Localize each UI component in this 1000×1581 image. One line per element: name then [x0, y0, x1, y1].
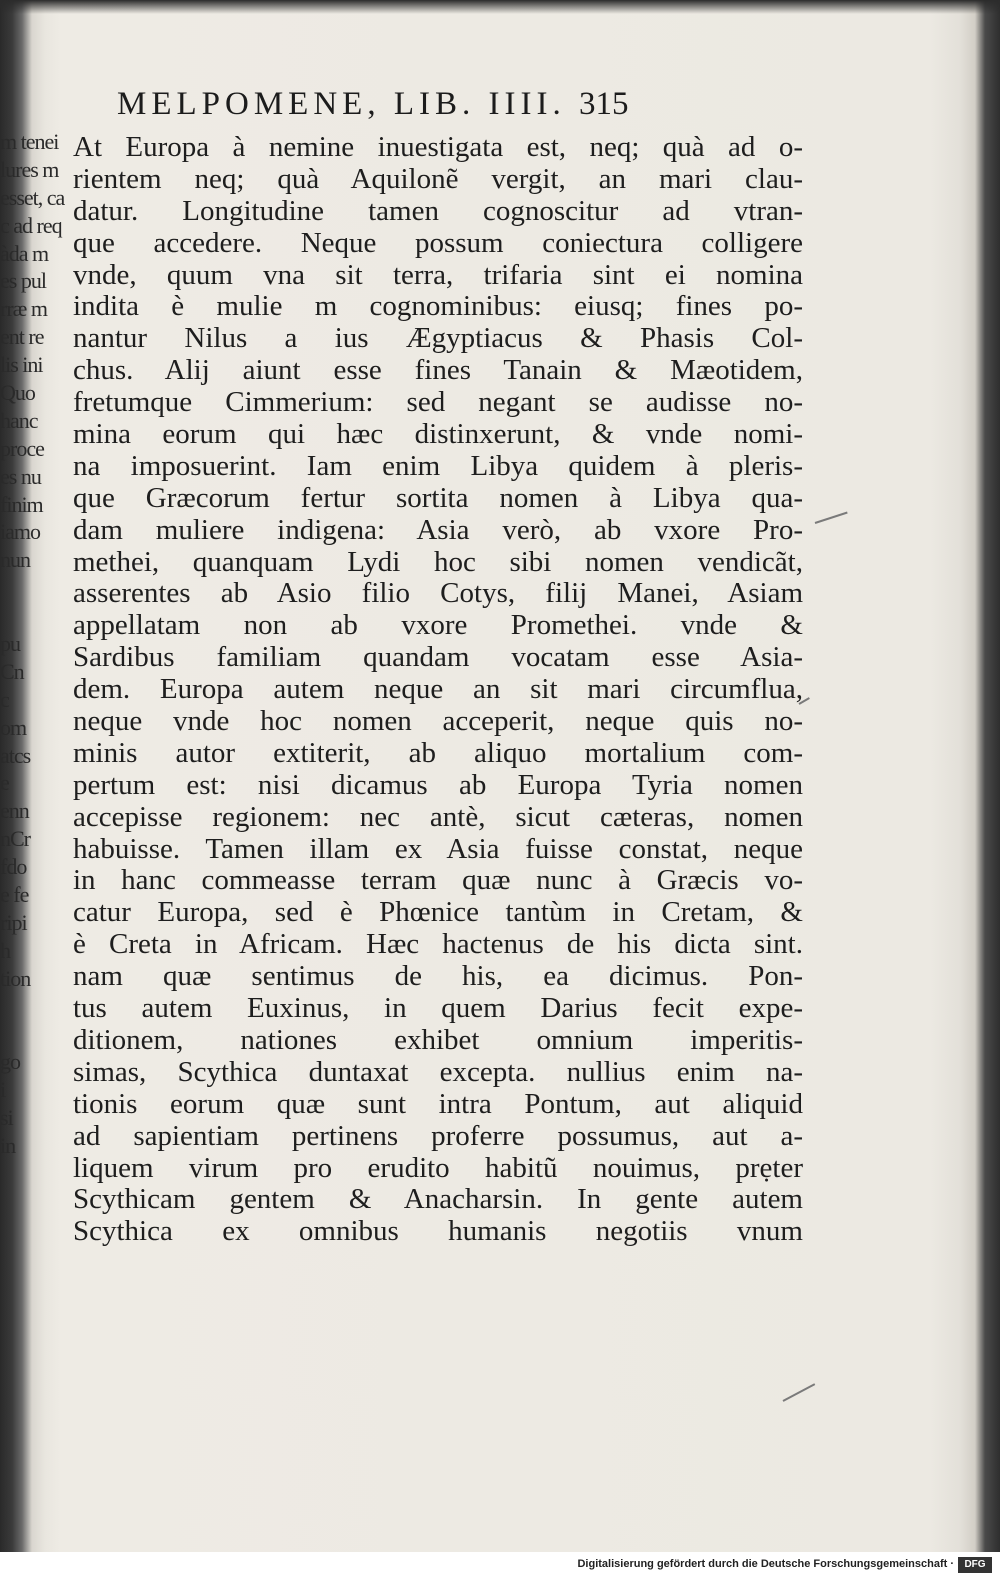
text-line: fretumque Cimmerium: sed negant se audisse no-: [73, 386, 803, 419]
previous-page-fragment: pu: [0, 631, 20, 657]
previous-page-fragment: om: [0, 714, 27, 740]
previous-page-fragment: hanc: [0, 407, 38, 433]
text-line: vnde, quum vna sit terra, trifaria sint ei nomina: [73, 258, 803, 291]
text-line: indita è mulie m cognominibus: eiusq; fines po-: [73, 290, 803, 323]
text-line: nantur Nilus a ius Ægyptiacus & Phasis Col-: [73, 322, 803, 355]
text-line: Scythica ex omnibus humanis negotiis vnum: [73, 1215, 803, 1248]
text-line: habuisse. Tamen illam ex Asia fuisse constat, neque: [73, 832, 803, 865]
text-line: pertum est: nisi dicamus ab Europa Tyria nomen: [73, 768, 803, 801]
running-title: MELPOMENE, LIB. IIII.: [117, 86, 566, 122]
text-line: accepisse regionem: nec antè, sicut cæteras, nomen: [73, 800, 803, 833]
previous-page-fragment: lures m: [0, 156, 59, 182]
previous-page-fragment: c: [0, 686, 9, 712]
previous-page-fragment: e fe: [0, 882, 29, 908]
text-line: que Græcorum fertur sortita nomen à Libya qua-: [73, 481, 803, 514]
previous-page-edge: [0, 128, 65, 1348]
previous-page-fragment: nCr: [0, 826, 30, 852]
text-line: ditionem, nationes exhibet omnium imperitis-: [73, 1023, 803, 1056]
previous-page-fragment: tion: [0, 965, 31, 991]
previous-page-fragment: ripi: [0, 909, 27, 935]
previous-page-fragment: [0, 1021, 42, 1049]
text-line: que accedere. Neque possum coniectura colligere: [73, 226, 803, 259]
text-line: rientem neq; quà Aquilonẽ vergit, an mari clau-: [73, 162, 803, 195]
text-line: nam quæ sentimus de his, ea dicimus. Pon-: [73, 960, 803, 993]
previous-page-fragment: rræ m: [0, 296, 47, 322]
pencil-mark: [815, 512, 848, 524]
previous-page-fragment: [0, 574, 42, 602]
text-line: datur. Longitudine tamen cognoscitur ad vtran-: [73, 194, 803, 227]
text-line: asserentes ab Asio filio Cotys, filij Manei, Asiam: [73, 577, 803, 610]
text-line: chus. Alij aiunt esse fines Tanain & Mæotidem,: [73, 354, 803, 387]
previous-page-fragment: lis ini: [0, 352, 43, 378]
dfg-logo: DFG: [958, 1557, 992, 1573]
previous-page-fragment: es nu: [0, 463, 41, 489]
text-line: catur Europa, sed è Phœnice tantùm in Cretam, &: [73, 896, 803, 929]
book-page: [45, 0, 973, 1548]
previous-page-fragment: i: [0, 1077, 6, 1103]
previous-page-fragment: atcs: [0, 742, 31, 768]
previous-page-fragment: h: [0, 937, 10, 963]
text-line: Sardibus familiam quandam vocatam esse Asia-: [73, 641, 803, 674]
body-text: [73, 132, 803, 1248]
pencil-mark: [783, 1383, 816, 1402]
previous-page-fragment: proce: [0, 435, 44, 461]
previous-page-fragment: finim: [0, 491, 43, 517]
text-line: simas, Scythica duntaxat excepta. nullius enim na-: [73, 1055, 803, 1088]
previous-page-fragment: iamo: [0, 519, 40, 545]
text-line: liquem virum pro erudito habitũ nouimus, prẹter: [73, 1151, 803, 1184]
text-line: methei, quanquam Lydi hoc sibi nomen vendicãt,: [73, 545, 803, 578]
text-line: è Creta in Africam. Hæc hactenus de his dicta sint.: [73, 928, 803, 961]
previous-page-fragment: [0, 602, 42, 630]
previous-page-fragment: si: [0, 1105, 13, 1131]
text-line: dem. Europa autem neque an sit mari circumflua,: [73, 673, 803, 706]
text-line: Scythicam gentem & Anacharsin. In gente autem: [73, 1183, 803, 1216]
previous-page-fragment: àda m: [0, 240, 49, 266]
text-line: dam muliere indigena: Asia verò, ab vxore Pro-: [73, 513, 803, 546]
previous-page-fragment: enn: [0, 798, 29, 824]
previous-page-fragment: nun: [0, 547, 30, 573]
text-line: mina eorum qui hæc distinxerunt, & vnde nomi-: [73, 418, 803, 451]
text-line: At Europa à nemine inuestigata est, neq; quà ad o-: [73, 131, 803, 163]
text-line: tionis eorum quæ sunt intra Pontum, aut aliquid: [73, 1087, 803, 1120]
previous-page-fragment: [0, 993, 42, 1021]
running-head: [117, 86, 837, 130]
previous-page-fragment: c ad req: [0, 212, 62, 238]
text-line: minis autor extiterit, ab aliquo mortalium com-: [73, 736, 803, 769]
previous-page-fragment: Quo: [0, 380, 35, 406]
funding-credit: Digitalisierung gefördert durch die Deutsche Forschungsgemeinschaft ·: [577, 1558, 954, 1570]
digitization-footer: [0, 1552, 1000, 1581]
previous-page-fragment: go: [0, 1049, 20, 1075]
text-line: na imposuerint. Iam enim Libya quidem à pleris-: [73, 449, 803, 482]
text-line: tus autem Euxinus, in quem Darius fecit expe-: [73, 992, 803, 1025]
previous-page-fragment: ent re: [0, 324, 44, 350]
previous-page-fragment: in: [0, 1133, 16, 1159]
text-line: ad sapientiam pertinens proferre possumus, aut a-: [73, 1119, 803, 1152]
previous-page-fragment: m tenei: [0, 129, 59, 154]
previous-page-fragment: e: [0, 770, 9, 796]
text-line: neque vnde hoc nomen acceperit, neque quis no-: [73, 705, 803, 738]
previous-page-fragment: esset, ca: [0, 184, 65, 210]
previous-page-fragment: Cn: [0, 658, 24, 684]
previous-page-fragment: es pul: [0, 268, 46, 294]
text-line: in hanc commeasse terram quæ nunc à Græcis vo-: [73, 864, 803, 897]
page-number: 315: [578, 86, 629, 122]
previous-page-fragment: fdo: [0, 854, 27, 880]
text-line: appellatam non ab vxore Promethei. vnde &: [73, 609, 803, 642]
